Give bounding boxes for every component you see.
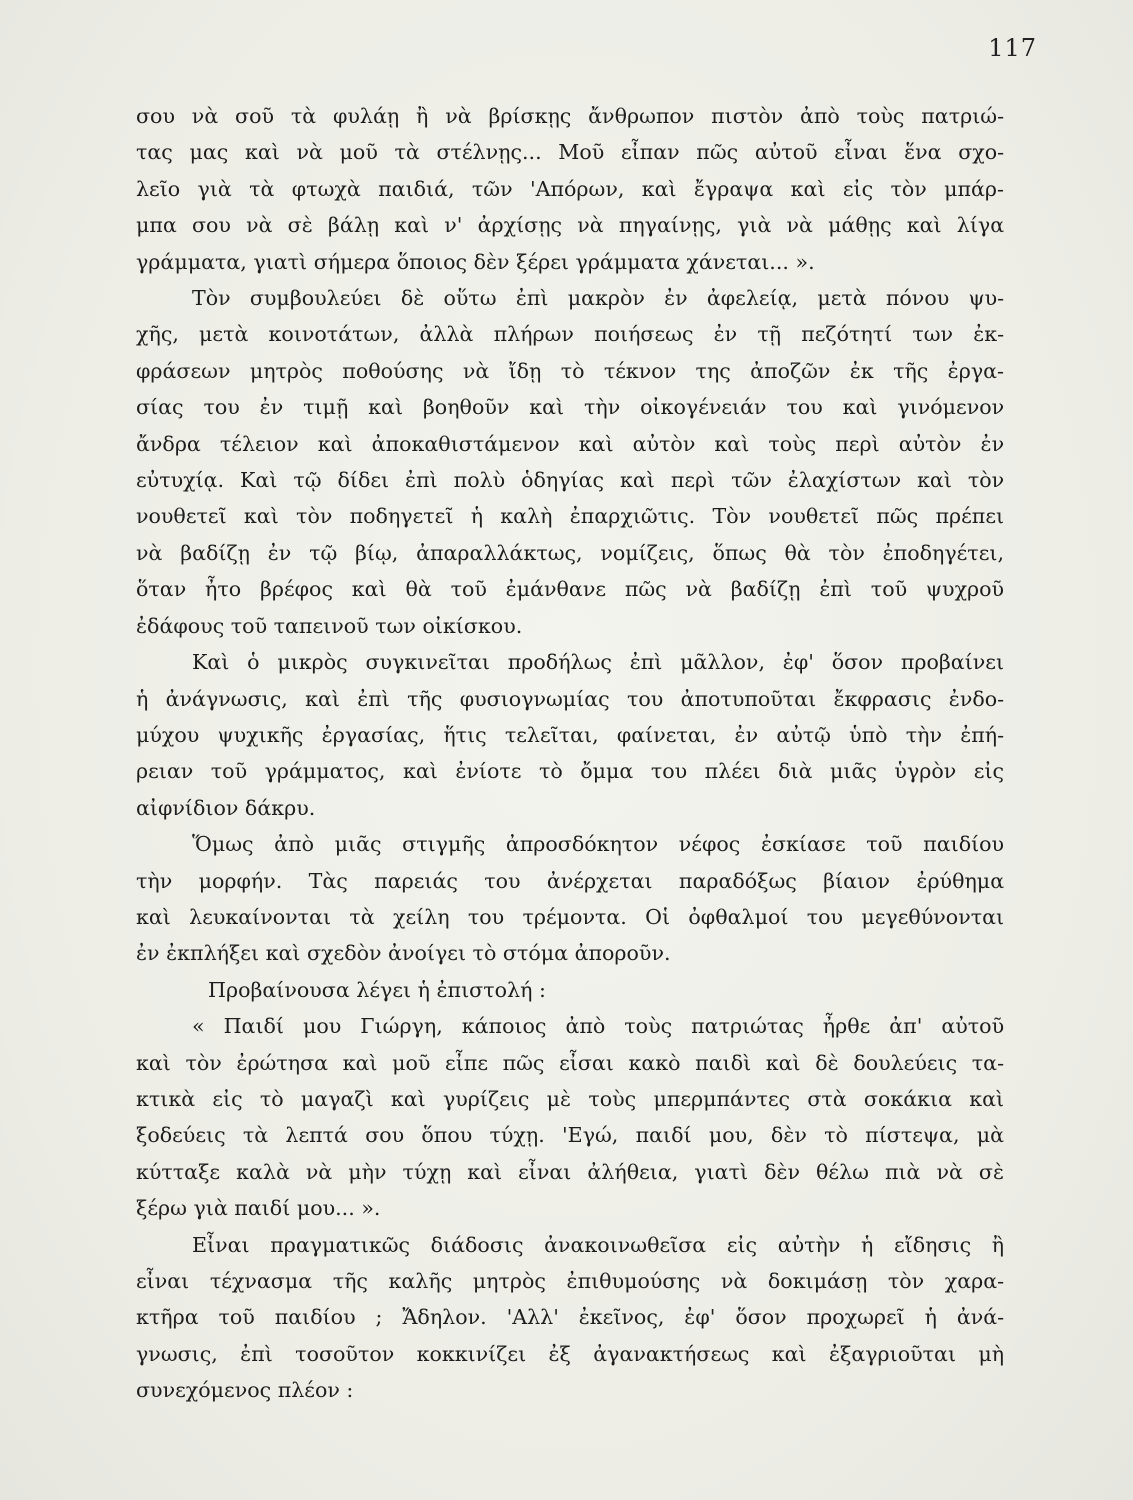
text-line: Προβαίνουσα λέγει ἡ ἐπιστολή : — [208, 977, 546, 1002]
text-line: λεῖο γιὰ τὰ φτωχὰ παιδιά, τῶν 'Απόρων, καὶ ἔγραψα καὶ εἰς τὸν μπάρ- — [136, 176, 1005, 201]
text-line: κύτταξε καλὰ νὰ μὴν τύχῃ καὶ εἶναι ἀλήθεια, γιατὶ δὲν θέλω πιὰ νὰ σὲ — [136, 1159, 1005, 1184]
text-line: σίας του ἐν τιμῇ καὶ βοηθοῦν καὶ τὴν οἰκογένειάν του καὶ γινόμενον — [136, 395, 1005, 420]
text-line: γνωσις, ἐπὶ τοσοῦτον κοκκινίζει ἐξ ἀγανακτήσεως καὶ ἐξαγριοῦται μὴ — [136, 1341, 1005, 1366]
page-number: 117 — [988, 34, 1037, 62]
text-line: γράμματα, γιατὶ σήμερα ὅποιος δὲν ξέρει γράμματα χάνεται... ». — [136, 249, 815, 274]
text-line: συνεχόμενος πλέον : — [136, 1378, 354, 1403]
text-line: ξέρω γιὰ παιδί μου... ». — [136, 1196, 381, 1221]
text-line: ξοδεύεις τὰ λεπτά σου ὅπου τύχῃ. 'Εγώ, παιδί μου, δὲν τὸ πίστεψα, μὰ — [136, 1123, 1005, 1148]
text-line: χῆς, μετὰ κοινοτάτων, ἀλλὰ πλήρων ποιήσεως ἐν τῇ πεζότητί των ἐκ- — [136, 322, 1005, 347]
text-line: σου νὰ σοῦ τὰ φυλάῃ ἢ νὰ βρίσκῃς ἄνθρωπον πιστὸν ἀπὸ τοὺς πατριώ- — [136, 104, 1005, 128]
text-line: ἐν ἐκπλήξει καὶ σχεδὸν ἀνοίγει τὸ στόμα ἀποροῦν. — [136, 941, 671, 966]
text-line: ὅταν ἦτο βρέφος καὶ θὰ τοῦ ἐμάνθανε πῶς νὰ βαδίζῃ ἐπὶ τοῦ ψυχροῦ — [136, 577, 1005, 602]
text-line: αἰφνίδιον δάκρυ. — [136, 795, 316, 820]
text-line: ἡ ἀνάγνωσις, καὶ ἐπὶ τῆς φυσιογνωμίας του ἀποτυποῦται ἔκφρασις ἐνδο- — [136, 686, 1005, 711]
body-text — [136, 98, 1004, 1409]
text-line: Εἶναι πραγματικῶς διάδοσις ἀνακοινωθεῖσα εἰς αὐτὴν ἡ εἴδησις ἢ — [192, 1232, 1005, 1257]
text-line: μύχου ψυχικῆς ἐργασίας, ἥτις τελεῖται, φαίνεται, ἐν αὐτῷ ὑπὸ τὴν ἐπή- — [136, 722, 1005, 747]
text-line: τας μας καὶ νὰ μοῦ τὰ στέλνῃς... Μοῦ εἶπαν πῶς αὐτοῦ εἶναι ἕνα σχο- — [136, 140, 1005, 165]
text-line: μπα σου νὰ σὲ βάλῃ καὶ ν' ἀρχίσῃς νὰ πηγαίνῃς, γιὰ νὰ μάθῃς καὶ λίγα — [136, 213, 1005, 238]
text-line: φράσεων μητρὸς ποθούσης νὰ ἴδῃ τὸ τέκνον της ἀποζῶν ἐκ τῆς ἐργα- — [136, 358, 1004, 383]
text-line: νὰ βαδίζῃ ἐν τῷ βίῳ, ἀπαραλλάκτως, νομίζεις, ὅπως θὰ τὸν ἐποδηγέτει, — [136, 540, 1004, 565]
text-line: Τὸν συμβουλεύει δὲ οὕτω ἐπὶ μακρὸν ἐν ἀφελείᾳ, μετὰ πόνου ψυ- — [192, 286, 1005, 311]
text-line: εἶναι τέχνασμα τῆς καλῆς μητρὸς ἐπιθυμούσης νὰ δοκιμάσῃ τὸν χαρα- — [136, 1269, 1005, 1293]
text-line: Καὶ ὁ μικρὸς συγκινεῖται προδήλως ἐπὶ μᾶλλον, ἐφ' ὅσον προβαίνει — [192, 650, 1005, 675]
text-line: καὶ τὸν ἐρώτησα καὶ μοῦ εἶπε πῶς εἶσαι κακὸ παιδὶ καὶ δὲ δουλεύεις τα- — [136, 1050, 1005, 1075]
text-line: εὐτυχίᾳ. Καὶ τῷ δίδει ἐπὶ πολὺ ὁδηγίας καὶ περὶ τῶν ἐλαχίστων καὶ τὸν — [136, 468, 1005, 493]
text-line: κτῆρα τοῦ παιδίου ; Ἄδηλον. 'Αλλ' ἐκεῖνος, ἐφ' ὅσον προχωρεῖ ἡ ἀνά- — [136, 1305, 1005, 1330]
text-line: κτικὰ εἰς τὸ μαγαζὶ καὶ γυρίζεις μὲ τοὺς μπερμπάντες στὰ σοκάκια καὶ — [136, 1086, 1005, 1111]
text-line: τὴν μορφήν. Τὰς παρειάς του ἀνέρχεται παραδόξως βίαιον ἐρύθημα — [136, 868, 1005, 893]
text-line: νουθετεῖ καὶ τὸν ποδηγετεῖ ἡ καλὴ ἐπαρχιῶτις. Τὸν νουθετεῖ πῶς πρέπει — [136, 504, 1005, 529]
text-line: ἄνδρα τέλειον καὶ ἀποκαθιστάμενον καὶ αὐτὸν καὶ τοὺς περὶ αὐτὸν ἐν — [136, 431, 1005, 456]
text-line: ρειαν τοῦ γράμματος, καὶ ἐνίοτε τὸ ὄμμα του πλέει διὰ μιᾶς ὑγρὸν εἰς — [136, 759, 1005, 784]
text-line: « Παιδί μου Γιώργη, κάποιος ἀπὸ τοὺς πατριώτας ἦρθε ἀπ' αὐτοῦ — [192, 1014, 1005, 1039]
text-line: ἐδάφους τοῦ ταπεινοῦ των οἰκίσκου. — [136, 613, 523, 638]
text-line: καὶ λευκαίνονται τὰ χείλη του τρέμοντα. Οἱ ὀφθαλμοί του μεγεθύνονται — [136, 904, 1005, 929]
text-line: Ὅμως ἀπὸ μιᾶς στιγμῆς ἀπροσδόκητον νέφος ἐσκίασε τοῦ παιδίου — [192, 832, 1005, 857]
